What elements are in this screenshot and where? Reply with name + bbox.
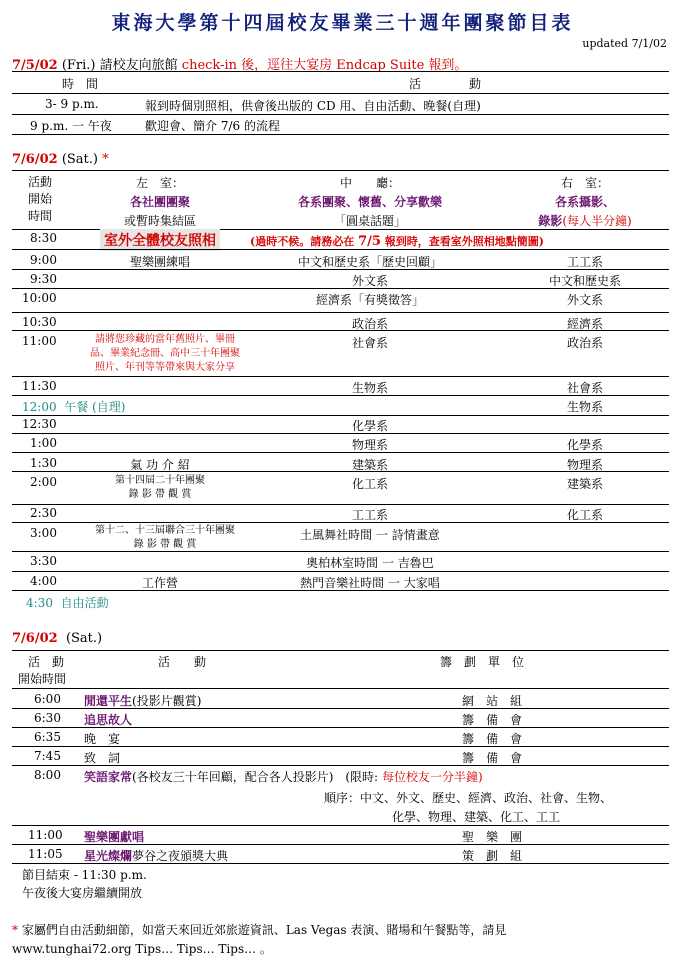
day1-row-time: 9 p.m. 一 午夜: [30, 119, 112, 133]
day3-row-activity: [84, 730, 120, 747]
day2-film-3-00-2: 錄 影 帶 觀 賞: [133, 539, 197, 550]
day2-film-3-00: [70, 524, 260, 552]
divider: [12, 114, 669, 115]
day2-photo-main: 室外全體校友照相: [100, 229, 220, 251]
day3-row8-hl: 笑語家常: [84, 770, 133, 784]
day2-row-time: 9:00: [30, 253, 57, 267]
divider: [12, 288, 669, 289]
divider: [12, 376, 669, 377]
day3-dow: (Sat.): [65, 631, 103, 646]
updated-date: updated 7/1/02: [582, 37, 667, 50]
divider: [12, 844, 669, 845]
divider: [12, 433, 669, 434]
day2-photo-note-b: 7/5: [358, 234, 381, 249]
day3-order-2: 化學、物理、建築、化工、工工: [392, 810, 561, 824]
day2-hdr-right-1: 右 室：: [560, 176, 609, 190]
day3-row-unit: 籌 備 會: [462, 751, 523, 765]
day3-row-unit: 聖 樂 團: [462, 830, 523, 844]
day2-row-mid: 物理系: [351, 438, 388, 452]
day3-row8-activity: [84, 768, 483, 785]
day3-row8-rest: (各校友三十年回顧，配合各人投影片) (限時:: [132, 770, 379, 784]
day3-end-1: 節目結束 - 11:30 p.m.: [22, 868, 147, 882]
day2-row-right: 經濟系: [566, 317, 603, 331]
day2-note-11-3: 照片、年刊等等帶來與大家分享: [95, 362, 235, 373]
divider: [12, 863, 669, 864]
day1-row-time: 3- 9 p.m.: [45, 97, 99, 111]
day3-row-unit: 網 站 組: [462, 694, 523, 708]
day1-row-activity: 歡迎會、簡介 7/6 的流程: [145, 119, 280, 133]
day3-row-rest: 晚 宴: [84, 732, 121, 746]
day2-row-time: 4:00: [30, 574, 57, 588]
day2-photo-note: [250, 233, 544, 249]
day3-date: 7/6/02: [12, 631, 58, 646]
divider: [12, 134, 669, 135]
day3-order-1: 順序：中文、外文、歷史、經濟、政治、社會、生物、: [324, 791, 613, 805]
day2-hdr-mid-2: 各系團聚、懷舊、分享歡樂: [297, 195, 442, 209]
day3-row-activity: [84, 692, 201, 709]
day2-hdr-right: [500, 174, 670, 231]
day2-star: *: [102, 152, 109, 167]
divider: [12, 249, 669, 250]
day2-row-mid: 建築系: [351, 458, 388, 472]
day1-date: 7/5/02: [12, 58, 58, 73]
day3-row-hl: 星光燦爛: [84, 849, 133, 863]
day2-row-time: 9:30: [30, 272, 57, 286]
divider: [12, 269, 669, 270]
divider: [12, 825, 669, 826]
day3-row-activity: [84, 828, 144, 845]
day2-hdr-right-3a: 錄影: [538, 214, 563, 228]
day2-row-time: 3:00: [30, 526, 57, 540]
divider: [12, 395, 669, 396]
footer-line1: [12, 921, 506, 938]
day2-row-mid: 土風舞社時間 一 詩情畫意: [300, 528, 440, 542]
divider: [12, 571, 669, 572]
day2-hdr-mid-3: 「圓桌話題」: [333, 214, 406, 228]
day2-hdr-time-2: 開始: [27, 192, 52, 206]
divider: [12, 551, 669, 552]
divider: [12, 746, 669, 747]
day3-hdr-activity: 活 動: [158, 655, 207, 669]
divider: [12, 471, 669, 472]
day3-row-unit: 策 劃 組: [462, 849, 523, 863]
day2-row-time: 2:00: [30, 475, 57, 489]
day3-row-activity: [84, 847, 228, 864]
day2-note-11: [70, 333, 260, 375]
day2-film-2-00: [80, 474, 240, 502]
day3-hdr-unit: 籌 劃 單 位: [440, 655, 525, 669]
day2-row-right: 化學系: [566, 438, 603, 452]
day2-row-right: 建築系: [566, 477, 603, 491]
day2-photo-note-a: (過時不候。請務必在: [250, 235, 355, 248]
day3-row-unit: 籌 備 會: [462, 713, 523, 727]
day2-row-right: 中文和歷史系: [548, 274, 621, 288]
divider: [12, 650, 669, 651]
day3-row-time: 11:00: [28, 828, 63, 842]
day1-row-activity: 報到時個別照相，供會後出版的 CD 用、自由活動、晚餐(自理): [145, 99, 481, 113]
day2-free: [26, 594, 109, 611]
footer-link[interactable]: www.tunghai72.org Tips… Tips… Tips… 。: [12, 942, 272, 956]
day2-row-mid: 政治系: [351, 317, 388, 331]
day2-row-mid: 奧柏林室時間 一 吉魯巴: [306, 556, 434, 570]
day2-row-left: 聖樂團練唱: [129, 255, 190, 269]
day2-row-time: 11:30: [22, 379, 57, 393]
day3-hdr-time-2: 開始時間: [18, 672, 67, 686]
day2-hdr-time-3: 時間: [27, 209, 52, 223]
day2-row-time: 11:00: [22, 334, 57, 348]
day2-row-mid: 中文和歷史系「歷史回顧」: [297, 255, 442, 269]
day2-note-11-1: 請將您珍藏的當年舊照片、畢冊: [95, 334, 235, 345]
day2-row-time: 10:00: [22, 291, 57, 305]
day1-col-activity: 活 動: [408, 77, 481, 91]
day2-row-time: 2:30: [30, 506, 57, 520]
day2-row-right: 社會系: [566, 381, 603, 395]
day3-row-time: 6:30: [34, 711, 61, 725]
day2-row-right: 工工系: [566, 255, 603, 269]
day2-hdr-mid: [260, 174, 480, 231]
day3-row8-red: 每位校友一分半鐘): [381, 770, 483, 784]
day2-lunch-label: 午餐 (自理): [64, 400, 126, 414]
day2-row-left: 氣 功 介 紹: [130, 458, 190, 472]
day1-intro-b: check-in 後，逕往大宴房 Endcap Suite 報到。: [181, 58, 468, 73]
divider: [12, 727, 669, 728]
day2-row-right: 物理系: [566, 458, 603, 472]
day2-hdr-left-2: 各社團團聚: [129, 195, 190, 209]
divider: [12, 312, 669, 313]
divider: [12, 504, 669, 505]
day3-row-rest: 致 詞: [84, 751, 121, 765]
day2-photo-note-c: 報到時，查看室外照相地點簡圖): [384, 235, 544, 248]
day2-hdr-mid-1: 中 廳：: [339, 176, 400, 190]
day2-row-right: 外文系: [566, 293, 603, 307]
divider: [12, 688, 669, 689]
day2-hdr-left: [80, 174, 240, 231]
day2-date: 7/6/02: [12, 152, 58, 167]
day2-hdr-right-3b: (每人半分鐘): [562, 214, 632, 228]
day2-row-mid: 化工系: [351, 477, 388, 491]
divider: [12, 170, 669, 171]
day2-film-2-00-1: 第十四屆二十年團聚: [115, 475, 205, 486]
divider: [12, 93, 669, 94]
day2-row-time: 12:30: [22, 417, 57, 431]
day1-intro-a: 請校友向旅館: [99, 58, 178, 73]
day2-heading: [12, 152, 109, 167]
divider: [12, 765, 669, 766]
day3-hdr-time-1: 活 動: [28, 655, 65, 669]
day2-row-time: 1:00: [30, 436, 57, 450]
day2-row-mid: 熱門音樂社時間 一 大家唱: [300, 576, 440, 590]
day3-row-activity: [84, 749, 120, 766]
day2-hdr-left-3: 或暫時集結區: [123, 214, 196, 228]
day2-lunch-time: 12:00: [22, 400, 57, 414]
divider: [12, 71, 669, 72]
day3-row-hl: 聖樂團獻唱: [84, 830, 145, 844]
day2-film-3-00-1: 第十二、十三屆聯合三十年團聚: [95, 525, 235, 536]
day3-row-time: 6:35: [34, 730, 61, 744]
day2-note-11-2: 品、畢業紀念冊、高中三十年團聚: [90, 348, 240, 359]
day3-row-rest: (投影片觀賞): [132, 694, 202, 708]
day2-photo-time: 8:30: [30, 231, 57, 245]
day3-end-2: 午夜後大宴房繼續開放: [22, 886, 143, 900]
page-title: 東海大學第十四屆校友畢業三十週年團聚節目表: [111, 12, 574, 34]
divider: [12, 330, 669, 331]
day3-row-time: 11:05: [28, 847, 63, 861]
day2-film-2-00-2: 錄 影 帶 觀 賞: [128, 489, 192, 500]
day2-hdr-time: [14, 174, 66, 225]
day2-hdr-left-1: 左 室：: [135, 176, 184, 190]
day2-row-mid: 生物系: [351, 381, 388, 395]
divider: [12, 522, 669, 523]
day2-free-time: 4:30: [26, 596, 53, 610]
day3-row-time: 6:00: [34, 692, 61, 706]
day3-row-hl: 追思故人: [84, 713, 133, 727]
divider: [12, 590, 669, 591]
day2-dow: (Sat.): [61, 152, 98, 167]
day2-row-time: 10:30: [22, 315, 57, 329]
day2-row-mid: 社會系: [351, 336, 388, 350]
day2-row-time: 3:30: [30, 554, 57, 568]
day2-row-time: 1:30: [30, 456, 57, 470]
day2-lunch: [22, 398, 125, 415]
day2-hdr-time-1: 活動: [27, 175, 52, 189]
day2-row-mid: 化學系: [351, 419, 388, 433]
day2-row-right: 政治系: [566, 336, 603, 350]
day3-row-unit: 籌 備 會: [462, 732, 523, 746]
day2-lunch-right: 生物系: [566, 400, 603, 414]
day2-row-left: 工作營: [141, 576, 178, 590]
footer-line1-text: 家屬們自由活動細節，如當天來回近郊旅遊資訊、Las Vegas 表演、賭場和午餐點等，請見: [21, 923, 507, 937]
day3-row-hl: 閒還平生: [84, 694, 133, 708]
divider: [12, 452, 669, 453]
day2-hdr-right-2: 各系攝影、: [554, 195, 615, 209]
day3-heading: [12, 631, 102, 646]
day1-dow: (Fri.): [61, 58, 96, 73]
divider: [12, 415, 669, 416]
day3-row-time: 7:45: [34, 749, 61, 763]
day3-row-activity: [84, 711, 132, 728]
day2-row-mid: 經濟系「有獎徵答」: [315, 293, 424, 307]
footer-star: *: [12, 923, 18, 937]
day3-row8-time: 8:00: [34, 768, 61, 782]
day2-free-label: 自由活動: [60, 596, 109, 610]
day2-row-mid: 工工系: [351, 508, 388, 522]
day2-row-right: 化工系: [566, 508, 603, 522]
day3-row-rest: 夢谷之夜頒獎大典: [132, 849, 229, 863]
divider: [12, 708, 669, 709]
day2-row-mid: 外文系: [351, 274, 388, 288]
day1-col-time: 時 間: [61, 77, 98, 91]
